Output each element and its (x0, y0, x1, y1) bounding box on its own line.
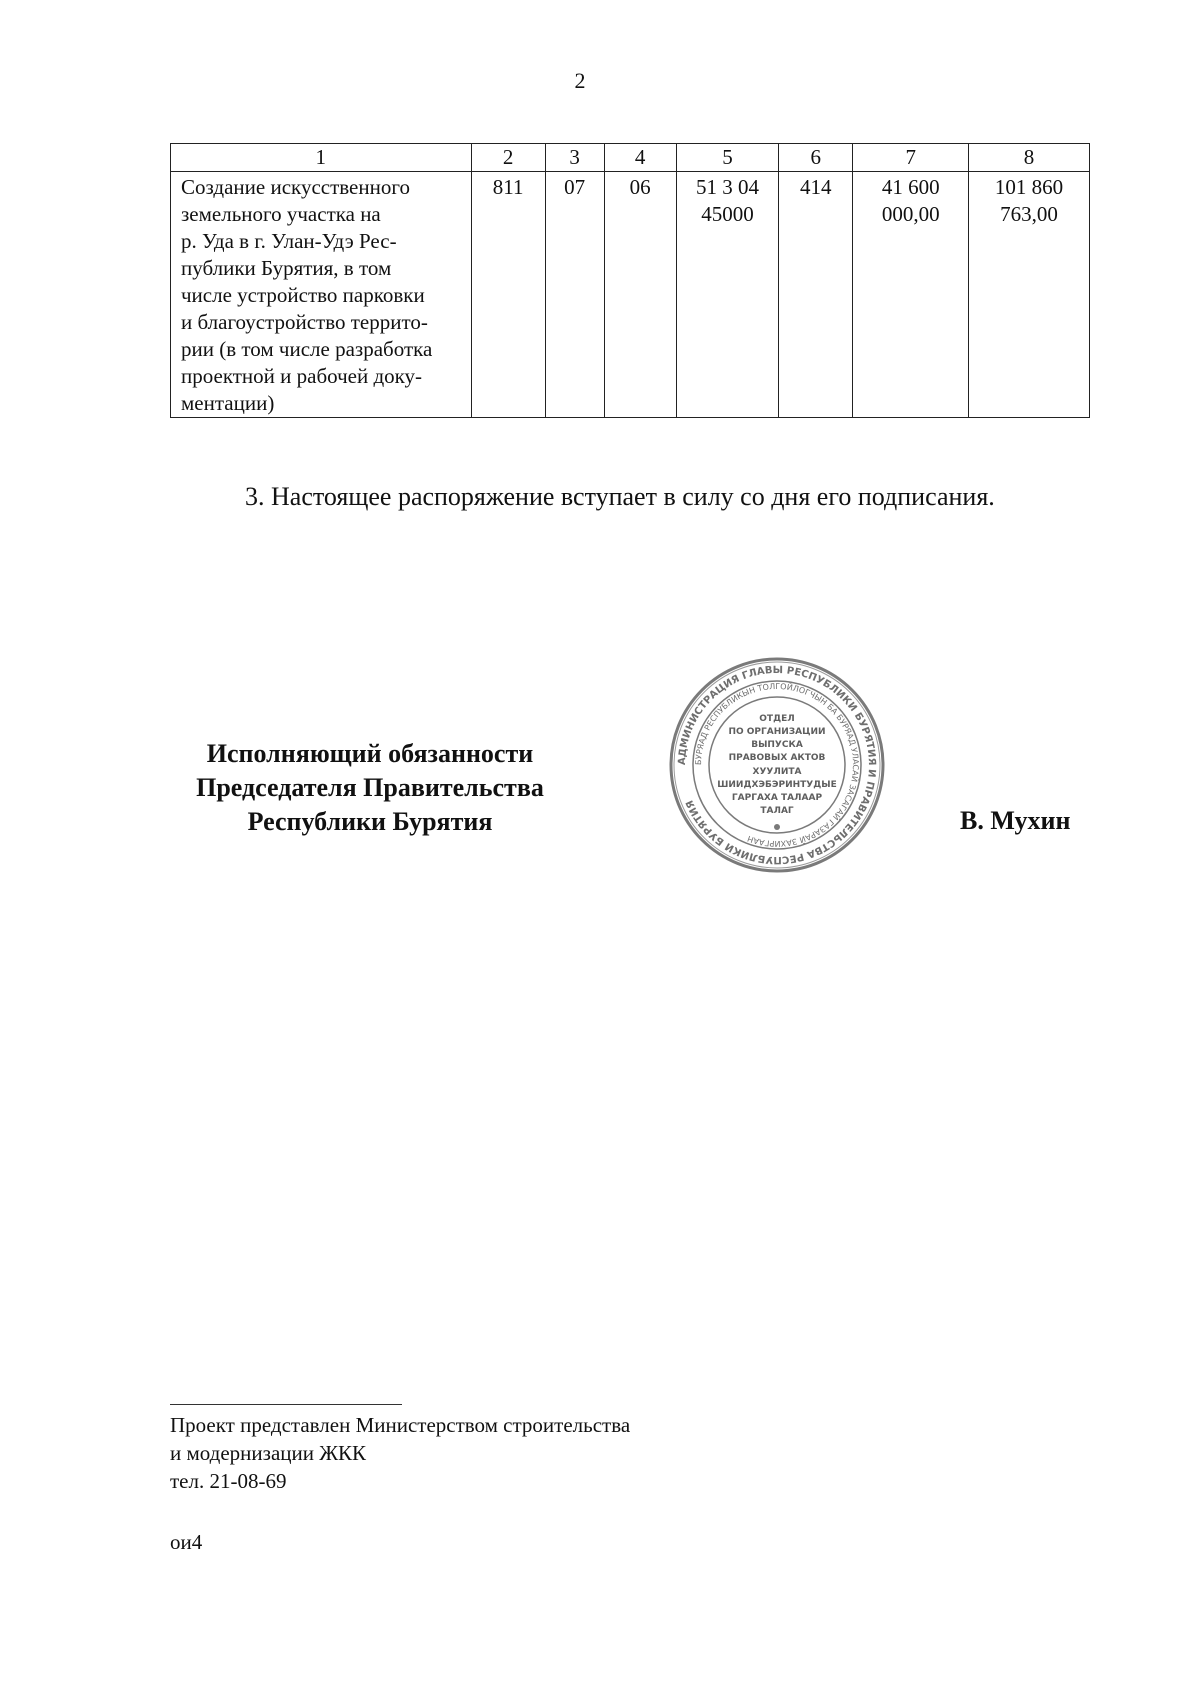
header-cell-4: 4 (604, 144, 676, 172)
seal-center-text (717, 714, 836, 816)
row-description-cell (171, 172, 472, 418)
header-cell-7: 7 (853, 144, 969, 172)
header-cell-3: 3 (545, 144, 604, 172)
signatory-title-line: Председателя Правительства (196, 773, 544, 802)
seal-center-line: ГАРГАХА ТАЛААР (731, 793, 823, 803)
signatory-title-line: Республики Бурятия (247, 807, 493, 836)
description-line: числе устройство парковки (181, 283, 425, 307)
seal-center-line: ШИИДХЭБЭРИНТУДЫЕ (717, 780, 837, 790)
description-line: р. Уда в г. Улан-Удэ Рес- (181, 229, 397, 253)
seal-center-line: ПО ОРГАНИЗАЦИИ (728, 727, 826, 737)
signatory-name: В. Мухин (960, 806, 1071, 835)
row-cell-5 (676, 172, 779, 418)
seal-center-line: ОТДЕЛ (759, 714, 795, 724)
document-code: ои4 (170, 1530, 203, 1554)
description-line: земельного участка на (181, 202, 381, 226)
row-cell-6: 414 (779, 172, 853, 418)
signatory-title (160, 737, 580, 839)
description-line: публики Бурятия, в том (181, 256, 392, 280)
seal-center-line: ВЫПУСКА (751, 740, 803, 750)
seal-inner-ring-text: БУРЯАД РЕСПУБЛИКЫН ТОЛГОЙЛОГЧЫН БА БУРЯАД УЛАСАЙ ЗАСАГАЙ ГАЗАРАЙ ЗАХИРГААН (693, 681, 861, 849)
cell-7-line-2: 000,00 (881, 202, 940, 226)
cell-5-line-2: 45000 (701, 202, 754, 226)
description-line: ментации) (181, 391, 275, 415)
description-line: проектной и рабочей доку- (181, 364, 423, 388)
table-header-row (171, 144, 1090, 172)
header-cell-8: 8 (969, 144, 1090, 172)
footer-line: и модернизации ЖКК (170, 1441, 367, 1465)
description-line: рии (в том числе разработка (181, 337, 433, 361)
cell-7-line-1: 41 600 (881, 175, 940, 199)
seal-center-line: ХУУЛИТА (752, 767, 802, 777)
official-seal-stamp (667, 655, 887, 875)
row-cell-8 (969, 172, 1090, 418)
table-row (171, 172, 1090, 418)
header-cell-2: 2 (471, 144, 545, 172)
seal-center-line: ТАЛАГ (760, 806, 794, 816)
paragraph-3: 3. Настоящее распоряжение вступает в силу со дня его подписания. (245, 482, 995, 511)
footer-divider (170, 1404, 402, 1405)
description-line: Создание искусственного (181, 175, 410, 199)
cell-8-line-1: 101 860 (994, 175, 1064, 199)
row-cell-3: 07 (545, 172, 604, 418)
header-cell-6: 6 (779, 144, 853, 172)
cell-8-line-2: 763,00 (1000, 202, 1058, 226)
seal-center-line: ПРАВОВЫХ АКТОВ (728, 753, 826, 763)
row-cell-4: 06 (604, 172, 676, 418)
footer-line: тел. 21-08-69 (170, 1469, 287, 1493)
seal-dot (774, 824, 780, 830)
description-line: и благоустройство террито- (181, 310, 428, 334)
budget-table (170, 143, 1090, 418)
row-cell-2: 811 (471, 172, 545, 418)
footer-note (170, 1411, 630, 1495)
signatory-title-line: Исполняющий обязанности (206, 739, 534, 768)
header-cell-5: 5 (676, 144, 779, 172)
header-cell-1: 1 (171, 144, 472, 172)
seal-outer-text: АДМИНИСТРАЦИЯ ГЛАВЫ РЕСПУБЛИКИ БУРЯТИЯ И ПРАВИТЕЛЬСТВА РЕСПУБЛИКИ БУРЯТИЯ (676, 664, 878, 866)
cell-5-line-1: 51 3 04 (695, 175, 759, 199)
page-number: 2 (574, 68, 586, 93)
row-cell-7 (853, 172, 969, 418)
footer-line: Проект представлен Министерством строительства (170, 1413, 631, 1437)
